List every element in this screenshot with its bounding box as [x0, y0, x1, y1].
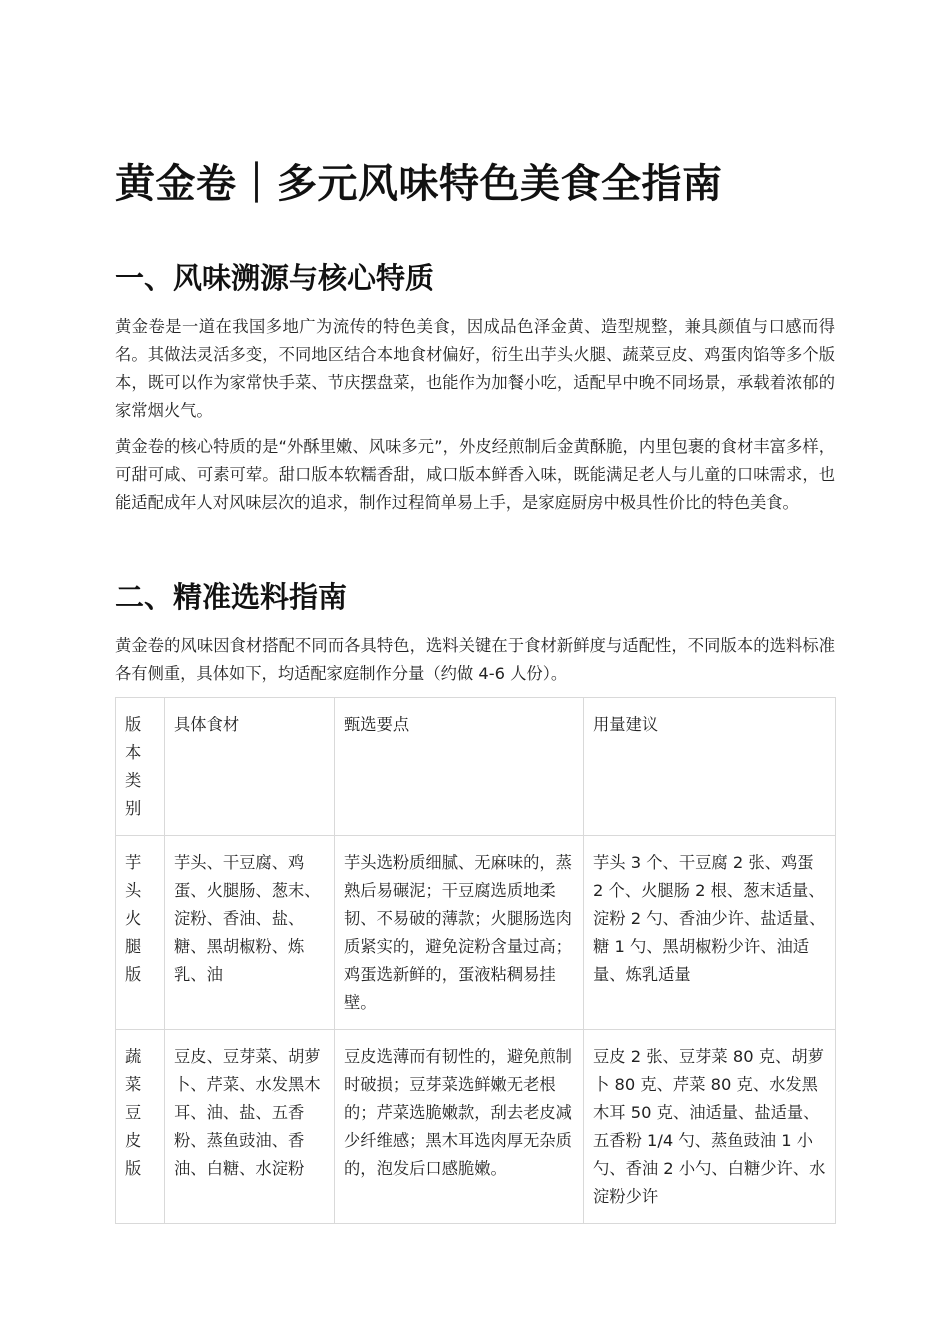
table-cell-ingredients: 芋头、干豆腐、鸡蛋、火腿肠、葱末、淀粉、香油、盐、糖、黑胡椒粉、炼乳、油: [165, 836, 335, 1030]
ingredients-table: [115, 697, 836, 1224]
table-cell-tips: 芋头选粉质细腻、无麻味的，蒸熟后易碾泥；干豆腐选质地柔韧、不易破的薄款；火腿肠选肉质紧实的，避免淀粉含量过高；鸡蛋选新鲜的，蛋液粘稠易挂壁。: [335, 836, 584, 1030]
table-header-cell: 用量建议: [584, 698, 836, 836]
page-title: 黄金卷｜多元风味特色美食全指南: [115, 161, 723, 207]
table-header-cell: 甄选要点: [335, 698, 584, 836]
table-cell-amount: 豆皮 2 张、豆芽菜 80 克、胡萝卜 80 克、芹菜 80 克、水发黑木耳 50 克、油适量、盐适量、五香粉 1/4 勺、蒸鱼豉油 1 小勺、香油 2 小勺、白糖少许、水淀粉少许: [584, 1030, 836, 1224]
section-heading-origin: 一、风味溯源与核心特质: [115, 261, 435, 295]
table-cell-ingredients: 豆皮、豆芽菜、胡萝卜、芹菜、水发黑木耳、油、盐、五香粉、蒸鱼豉油、香油、白糖、水淀粉: [165, 1030, 335, 1224]
table-cell-version: 蔬菜豆皮版: [116, 1030, 165, 1224]
paragraph-origin: 黄金卷是一道在我国多地广为流传的特色美食，因成品色泽金黄、造型规整，兼具颜值与口感而得名。其做法灵活多变，不同地区结合本地食材偏好，衍生出芋头火腿、蔬菜豆皮、鸡蛋肉馅等多个版本，既可以作为家常快手菜、节庆摆盘菜，也能作为加餐小吃，适配早中晚不同场景，承载着浓郁的家常烟火气。: [115, 317, 835, 420]
section-heading-ingredients: 二、精准选料指南: [115, 580, 348, 614]
table-row: [116, 836, 836, 1030]
table-cell-version: 芋头火腿版: [116, 836, 165, 1030]
paragraph-characteristics: 黄金卷的核心特质的是“外酥里嫩、风味多元”，外皮经煎制后金黄酥脆，内里包裹的食材丰富多样，可甜可咸、可素可荤。甜口版本软糯香甜，咸口版本鲜香入味，既能满足老人与儿童的口味需求，也能适配成年人对风味层次的追求，制作过程简单易上手，是家庭厨房中极具性价比的特色美食。: [115, 437, 835, 512]
table-header-cell: 具体食材: [165, 698, 335, 836]
table-row: [116, 1030, 836, 1224]
table-cell-tips: 豆皮选薄而有韧性的，避免煎制时破损；豆芽菜选鲜嫩无老根的；芹菜选脆嫩款，刮去老皮减少纤维感；黑木耳选肉厚无杂质的，泡发后口感脆嫩。: [335, 1030, 584, 1224]
table-cell-amount: 芋头 3 个、干豆腐 2 张、鸡蛋 2 个、火腿肠 2 根、葱末适量、淀粉 2 勺、香油少许、盐适量、糖 1 勺、黑胡椒粉少许、油适量、炼乳适量: [584, 836, 836, 1030]
paragraph-ingredients-intro: 黄金卷的风味因食材搭配不同而各具特色，选料关键在于食材新鲜度与适配性，不同版本的选料标准各有侧重，具体如下，均适配家庭制作分量（约做 4-6 人份）。: [115, 636, 835, 683]
table-header-row: [116, 698, 836, 836]
table-header-cell: 版本类别: [116, 698, 165, 836]
